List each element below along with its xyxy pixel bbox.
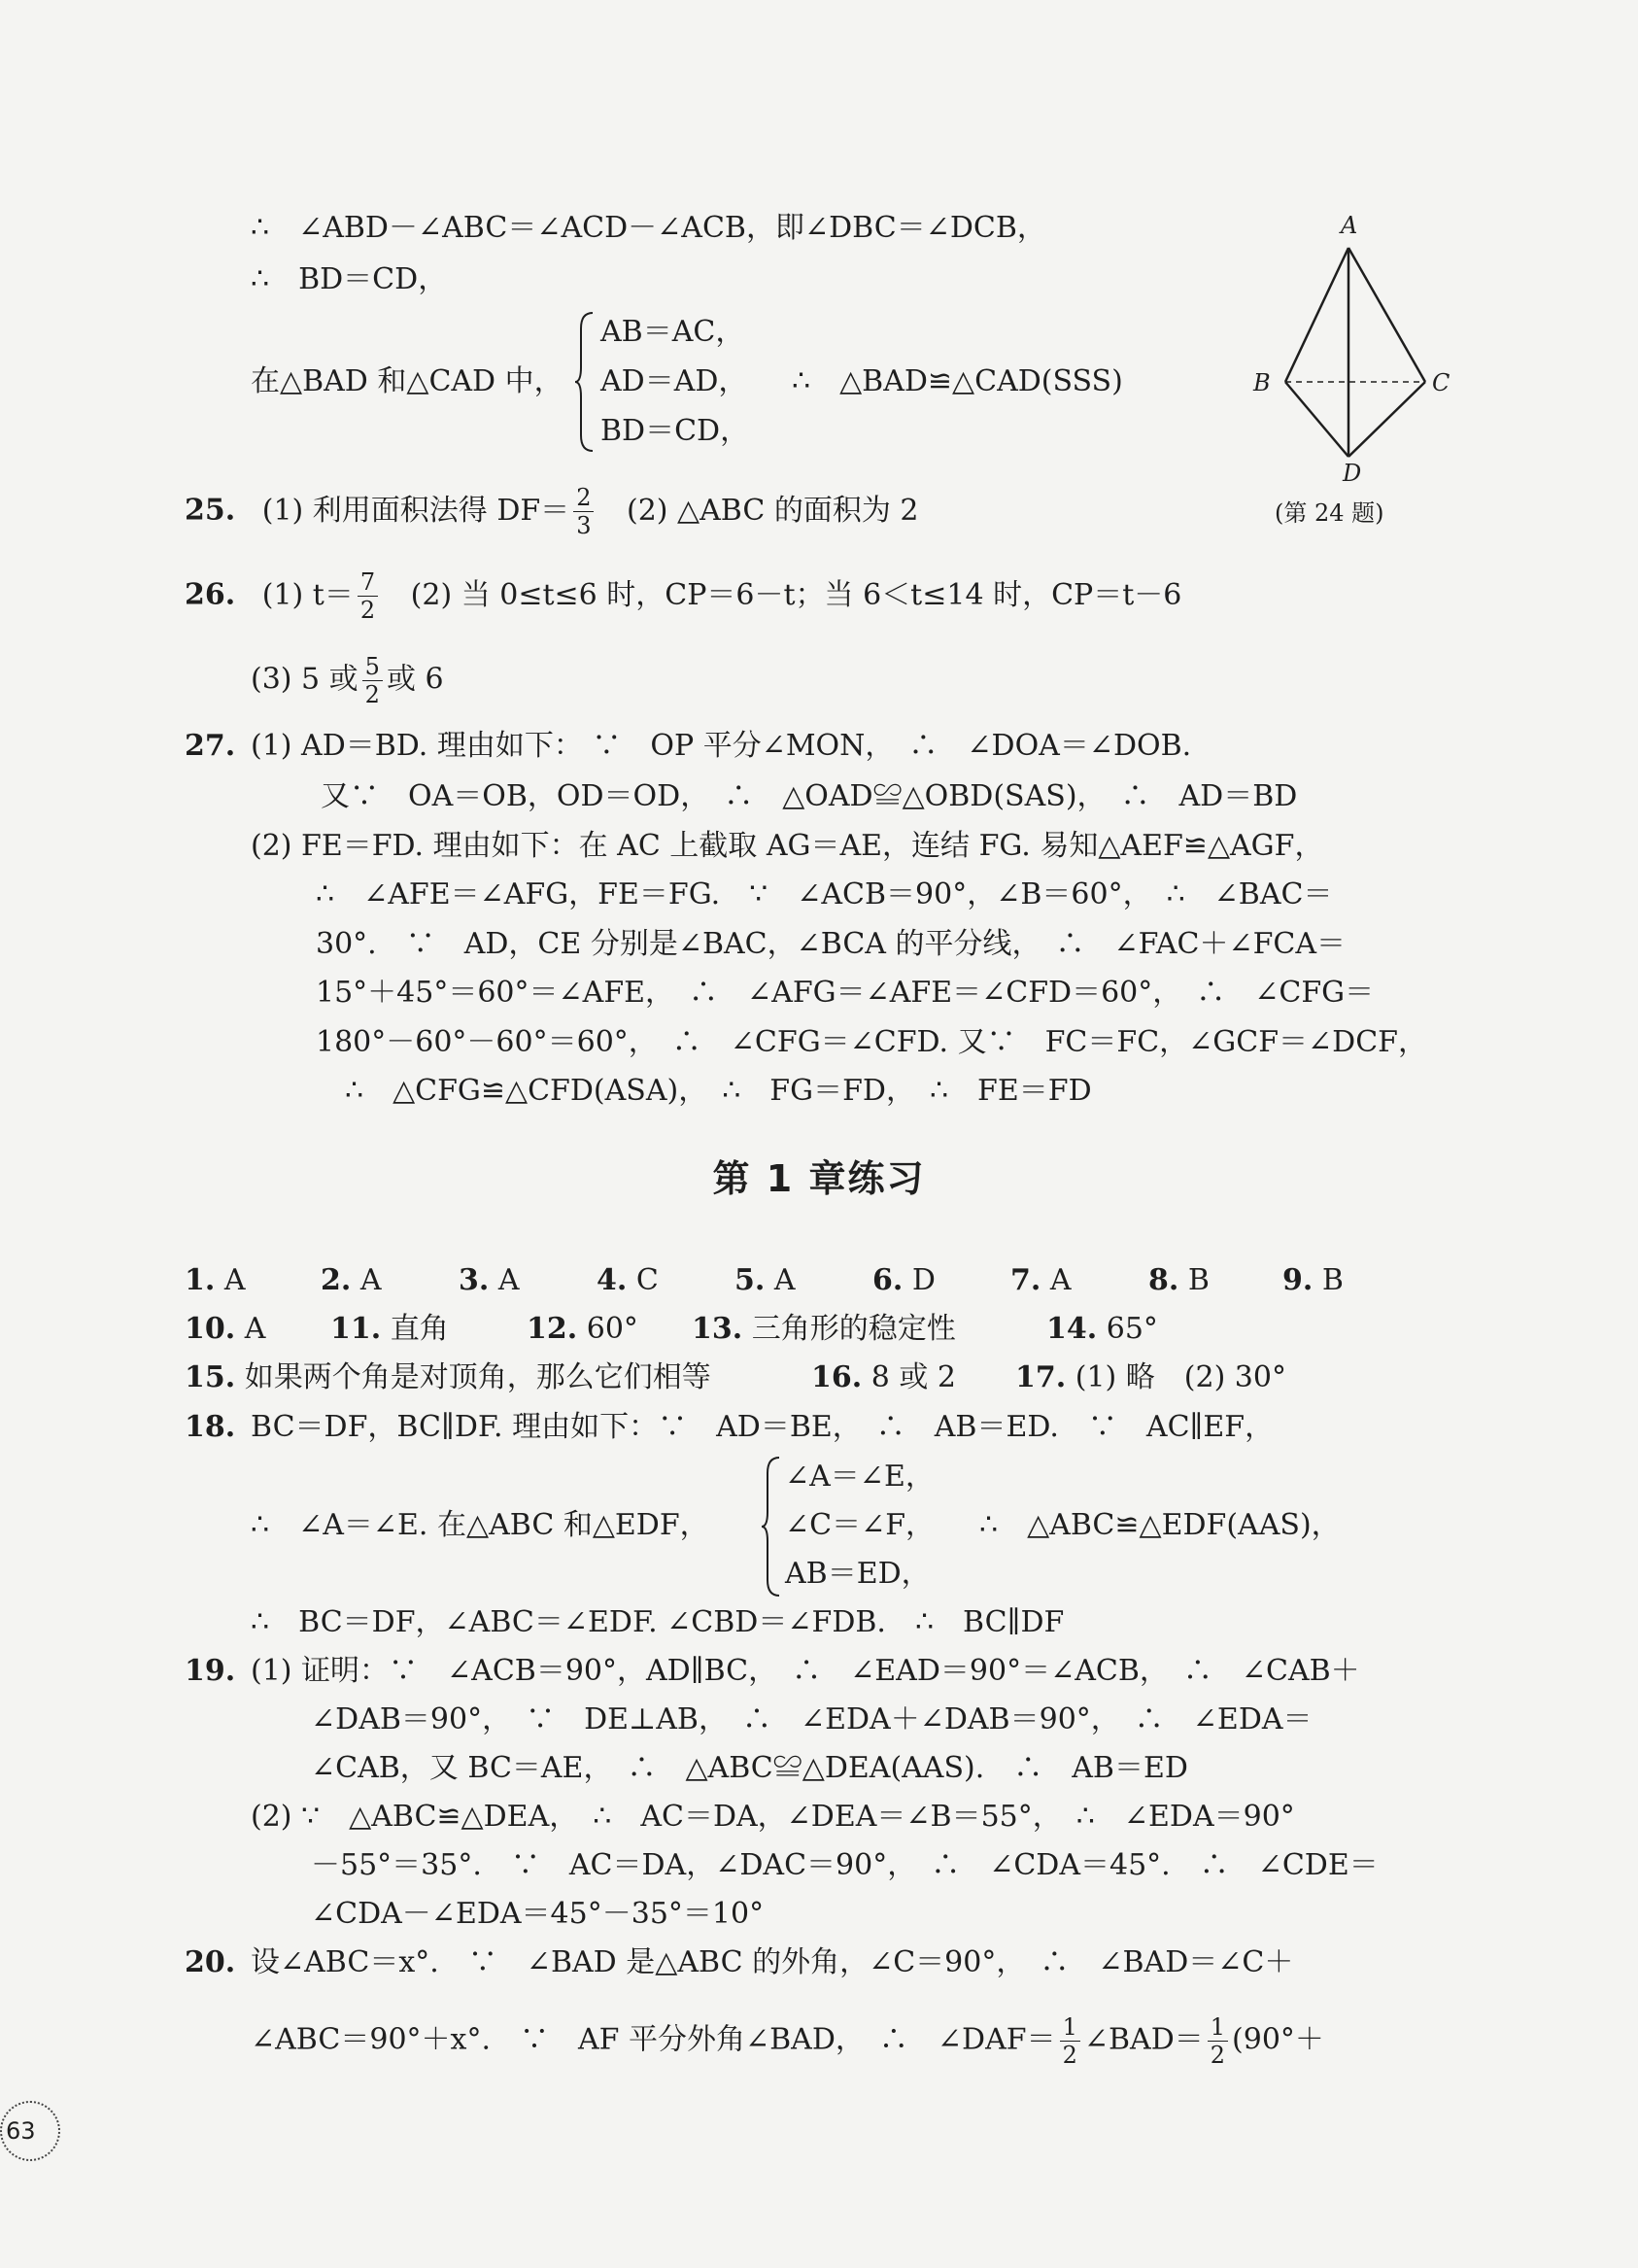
q19-line-6: ∠CDA－∠EDA＝45°－35°＝10° <box>311 1897 765 1931</box>
answer-number: 6. <box>872 1263 904 1297</box>
q27-line-3: (2) FE＝FD. 理由如下：在 AC 上截取 AG＝AE，连结 FG. 易知△AEF≌△AGF， <box>251 829 1324 863</box>
answer-value: (1) 略 (2) 30° <box>1075 1360 1286 1394</box>
q27-line-2: 又∵ OA＝OB，OD＝OD， ∴ △OAD≌△OBD(SAS)， ∴ AD＝BD <box>321 779 1298 813</box>
q20-line-2b: ∠BAD＝ <box>1083 2022 1204 2057</box>
q27-number <box>185 727 235 766</box>
q20-frac1-num: 1 <box>1060 2013 1080 2042</box>
q27-number-label: 27. <box>185 729 236 763</box>
q20-fraction-2 <box>1208 2013 1228 2069</box>
answer-number: 3. <box>459 1263 490 1297</box>
q25-frac-num: 2 <box>573 484 594 512</box>
answer-number: 5. <box>734 1263 766 1297</box>
q26-part3a: (3) 5 或 <box>251 662 358 697</box>
q19-line-5: －55°＝35°. ∵ AC＝DA，∠DAC＝90°， ∴ ∠CDA＝45°. ∴ ∠CDE＝ <box>311 1848 1379 1882</box>
q27-line-5: 30°. ∵ AD，CE 分别是∠BAC，∠BCA 的平分线， ∴ ∠FAC＋∠FCA＝ <box>316 927 1347 961</box>
answer-number: 12. <box>527 1312 578 1346</box>
q18-number-label: 18. <box>185 1410 236 1444</box>
answer-value: B <box>1321 1263 1344 1297</box>
q26-fraction <box>358 568 378 624</box>
chapter-title: 第 1 章练习 <box>712 1157 926 1200</box>
q20-frac2-den: 2 <box>1210 2042 1226 2069</box>
q26-frac3-den: 2 <box>364 681 380 708</box>
q27-line-4: ∴ ∠AFE＝∠AFG，FE＝FG. ∵ ∠ACB＝90°，∠B＝60°， ∴ ∠BAC＝ <box>316 877 1333 911</box>
figure-label-c: C <box>1432 369 1450 396</box>
q19-line-3: ∠CAB，又 BC＝AE， ∴ △ABC≌△DEA(AAS). ∴ AB＝ED <box>311 1751 1188 1785</box>
answer-number: 13. <box>692 1312 743 1346</box>
q20-frac1-den: 2 <box>1062 2042 1077 2069</box>
q20-line-2 <box>251 2013 1324 2069</box>
q24-line-2: ∴ BD＝CD， <box>251 262 448 296</box>
q20-line-1: 设∠ABC＝x°. ∵ ∠BAD 是△ABC 的外角，∠C＝90°， ∴ ∠BAD＝∠C＋ <box>251 1945 1294 1979</box>
question-25 <box>185 484 919 539</box>
figure-caption: (第 24 题) <box>1275 499 1384 527</box>
q24-line-1: ∴ ∠ABD－∠ABC＝∠ACD－∠ACB，即∠DBC＝∠DCB， <box>251 211 1046 245</box>
answer-number: 1. <box>185 1263 216 1297</box>
answer-value: 三角形的稳定性 <box>751 1312 956 1346</box>
figure-label-b: B <box>1253 369 1271 396</box>
q26-part1: (1) t＝ <box>261 577 354 612</box>
q18-number <box>185 1408 235 1447</box>
answer-value: 直角 <box>390 1312 449 1346</box>
q18-line-3: ∴ BC＝DF，∠ABC＝∠EDF. ∠CBD＝∠FDB. ∴ BC∥DF <box>251 1605 1065 1639</box>
answer-number: 9. <box>1282 1263 1314 1297</box>
answer-value: A <box>1049 1263 1072 1297</box>
answer-value: A <box>497 1263 520 1297</box>
q18-brace-row-2: ∠C＝∠F， <box>785 1508 936 1542</box>
q24-brace-prefix: 在△BAD 和△CAD 中， <box>251 364 563 398</box>
q19-line-1: (1) 证明：∵ ∠ACB＝90°，AD∥BC， ∴ ∠EAD＝90°＝∠ACB， ∴ ∠CAB＋ <box>251 1654 1360 1688</box>
answer-number: 8. <box>1148 1263 1179 1297</box>
q20-frac2-num: 1 <box>1208 2013 1228 2042</box>
answer-value: B <box>1187 1263 1210 1297</box>
q19-line-2: ∠DAB＝90°， ∵ DE⊥AB， ∴ ∠EDA＋∠DAB＝90°， ∴ ∠EDA＝ <box>311 1702 1313 1736</box>
answer-number: 17. <box>1015 1360 1067 1394</box>
figure-label-a: A <box>1341 212 1358 239</box>
q18-brace-row-1: ∠A＝∠E， <box>785 1460 935 1494</box>
q24-brace-row-3: BD＝CD， <box>600 414 750 448</box>
answer-number: 7. <box>1010 1263 1041 1297</box>
q20-line-2c: (90°＋ <box>1232 2022 1324 2057</box>
answer-number: 10. <box>185 1312 236 1346</box>
q25-part2: (2) △ABC 的面积为 2 <box>627 493 919 528</box>
q26-part3 <box>251 653 444 708</box>
answer-value: C <box>635 1263 659 1297</box>
left-brace-icon <box>760 1454 783 1599</box>
q18-line-1: BC＝DF，BC∥DF. 理由如下：∵ AD＝BE， ∴ AB＝ED. ∵ AC∥EF， <box>251 1410 1275 1444</box>
q18-brace-prefix: ∴ ∠A＝∠E. 在△ABC 和△EDF， <box>251 1508 709 1542</box>
answer-number: 2. <box>321 1263 352 1297</box>
q18-brace-row-3: AB＝ED， <box>785 1557 931 1591</box>
q20-number <box>185 1943 235 1982</box>
answer-number: 16. <box>811 1360 863 1394</box>
answer-number: 11. <box>330 1312 382 1346</box>
answer-number: 15. <box>185 1360 236 1394</box>
answer-value: A <box>244 1312 266 1346</box>
q26-number: 26. <box>185 577 236 612</box>
q27-line-6: 15°＋45°＝60°＝∠AFE， ∴ ∠AFG＝∠AFE＝∠CFD＝60°， ∴ ∠CFG＝ <box>316 976 1375 1010</box>
q25-part1: (1) 利用面积法得 DF＝ <box>261 493 570 528</box>
q25-frac-den: 3 <box>576 512 592 539</box>
answers-row-3 <box>185 1358 1307 1397</box>
q19-number <box>185 1652 235 1691</box>
q26-part3b: 或 6 <box>386 662 444 697</box>
q25-fraction <box>573 484 594 539</box>
q24-brace-row-1: AB＝AC， <box>600 315 745 349</box>
q20-number-label: 20. <box>185 1945 236 1979</box>
answer-value: A <box>223 1263 246 1297</box>
q26-part3-fraction <box>362 653 383 708</box>
q26-frac-den: 2 <box>359 597 376 624</box>
q27-line-8: ∴ △CFG≌△CFD(ASA)， ∴ FG＝FD， ∴ FE＝FD <box>345 1074 1092 1108</box>
q24-brace-row-2: AD＝AD， <box>600 364 748 398</box>
answer-value: 8 或 2 <box>870 1360 956 1394</box>
answer-value: 65° <box>1106 1312 1158 1346</box>
q27-line-7: 180°－60°－60°＝60°， ∴ ∠CFG＝∠CFD. 又∵ FC＝FC，∠GCF＝∠DCF， <box>316 1025 1427 1059</box>
q20-fraction-1 <box>1060 2013 1080 2069</box>
answer-value: 如果两个角是对顶角，那么它们相等 <box>244 1360 711 1394</box>
question-26 <box>185 568 1181 624</box>
page-number: 63 <box>0 2101 60 2161</box>
answer-value: A <box>359 1263 382 1297</box>
answer-number: 14. <box>1046 1312 1098 1346</box>
q27-line-1: (1) AD＝BD. 理由如下： ∵ OP 平分∠MON， ∴ ∠DOA＝∠DOB. <box>251 729 1192 763</box>
q26-frac3-num: 5 <box>362 653 383 681</box>
left-brace-icon <box>573 309 597 455</box>
answers-row-1 <box>185 1261 1360 1300</box>
answers-row-2 <box>185 1310 1202 1349</box>
answer-value: 60° <box>586 1312 638 1346</box>
q26-part2: (2) 当 0≤t≤6 时，CP＝6－t；当 6＜t≤14 时，CP＝t－6 <box>410 577 1182 612</box>
q19-line-4: (2) ∵ △ABC≌△DEA， ∴ AC＝DA，∠DEA＝∠B＝55°， ∴ ∠EDA＝90° <box>251 1800 1295 1834</box>
figure-quadrilateral <box>1253 219 1438 476</box>
q26-frac-num: 7 <box>358 568 378 597</box>
q20-line-2a: ∠ABC＝90°＋x°. ∵ AF 平分外角∠BAD， ∴ ∠DAF＝ <box>251 2022 1056 2057</box>
answer-value: D <box>911 1263 936 1297</box>
q25-number: 25. <box>185 493 236 528</box>
q24-brace-suffix: ∴ △BAD≌△CAD(SSS) <box>792 364 1123 398</box>
q18-brace-suffix: ∴ △ABC≌△EDF(AAS)， <box>979 1508 1341 1542</box>
figure-label-d: D <box>1343 460 1362 487</box>
q19-number-label: 19. <box>185 1654 236 1688</box>
answer-number: 4. <box>597 1263 628 1297</box>
answer-value: A <box>773 1263 796 1297</box>
